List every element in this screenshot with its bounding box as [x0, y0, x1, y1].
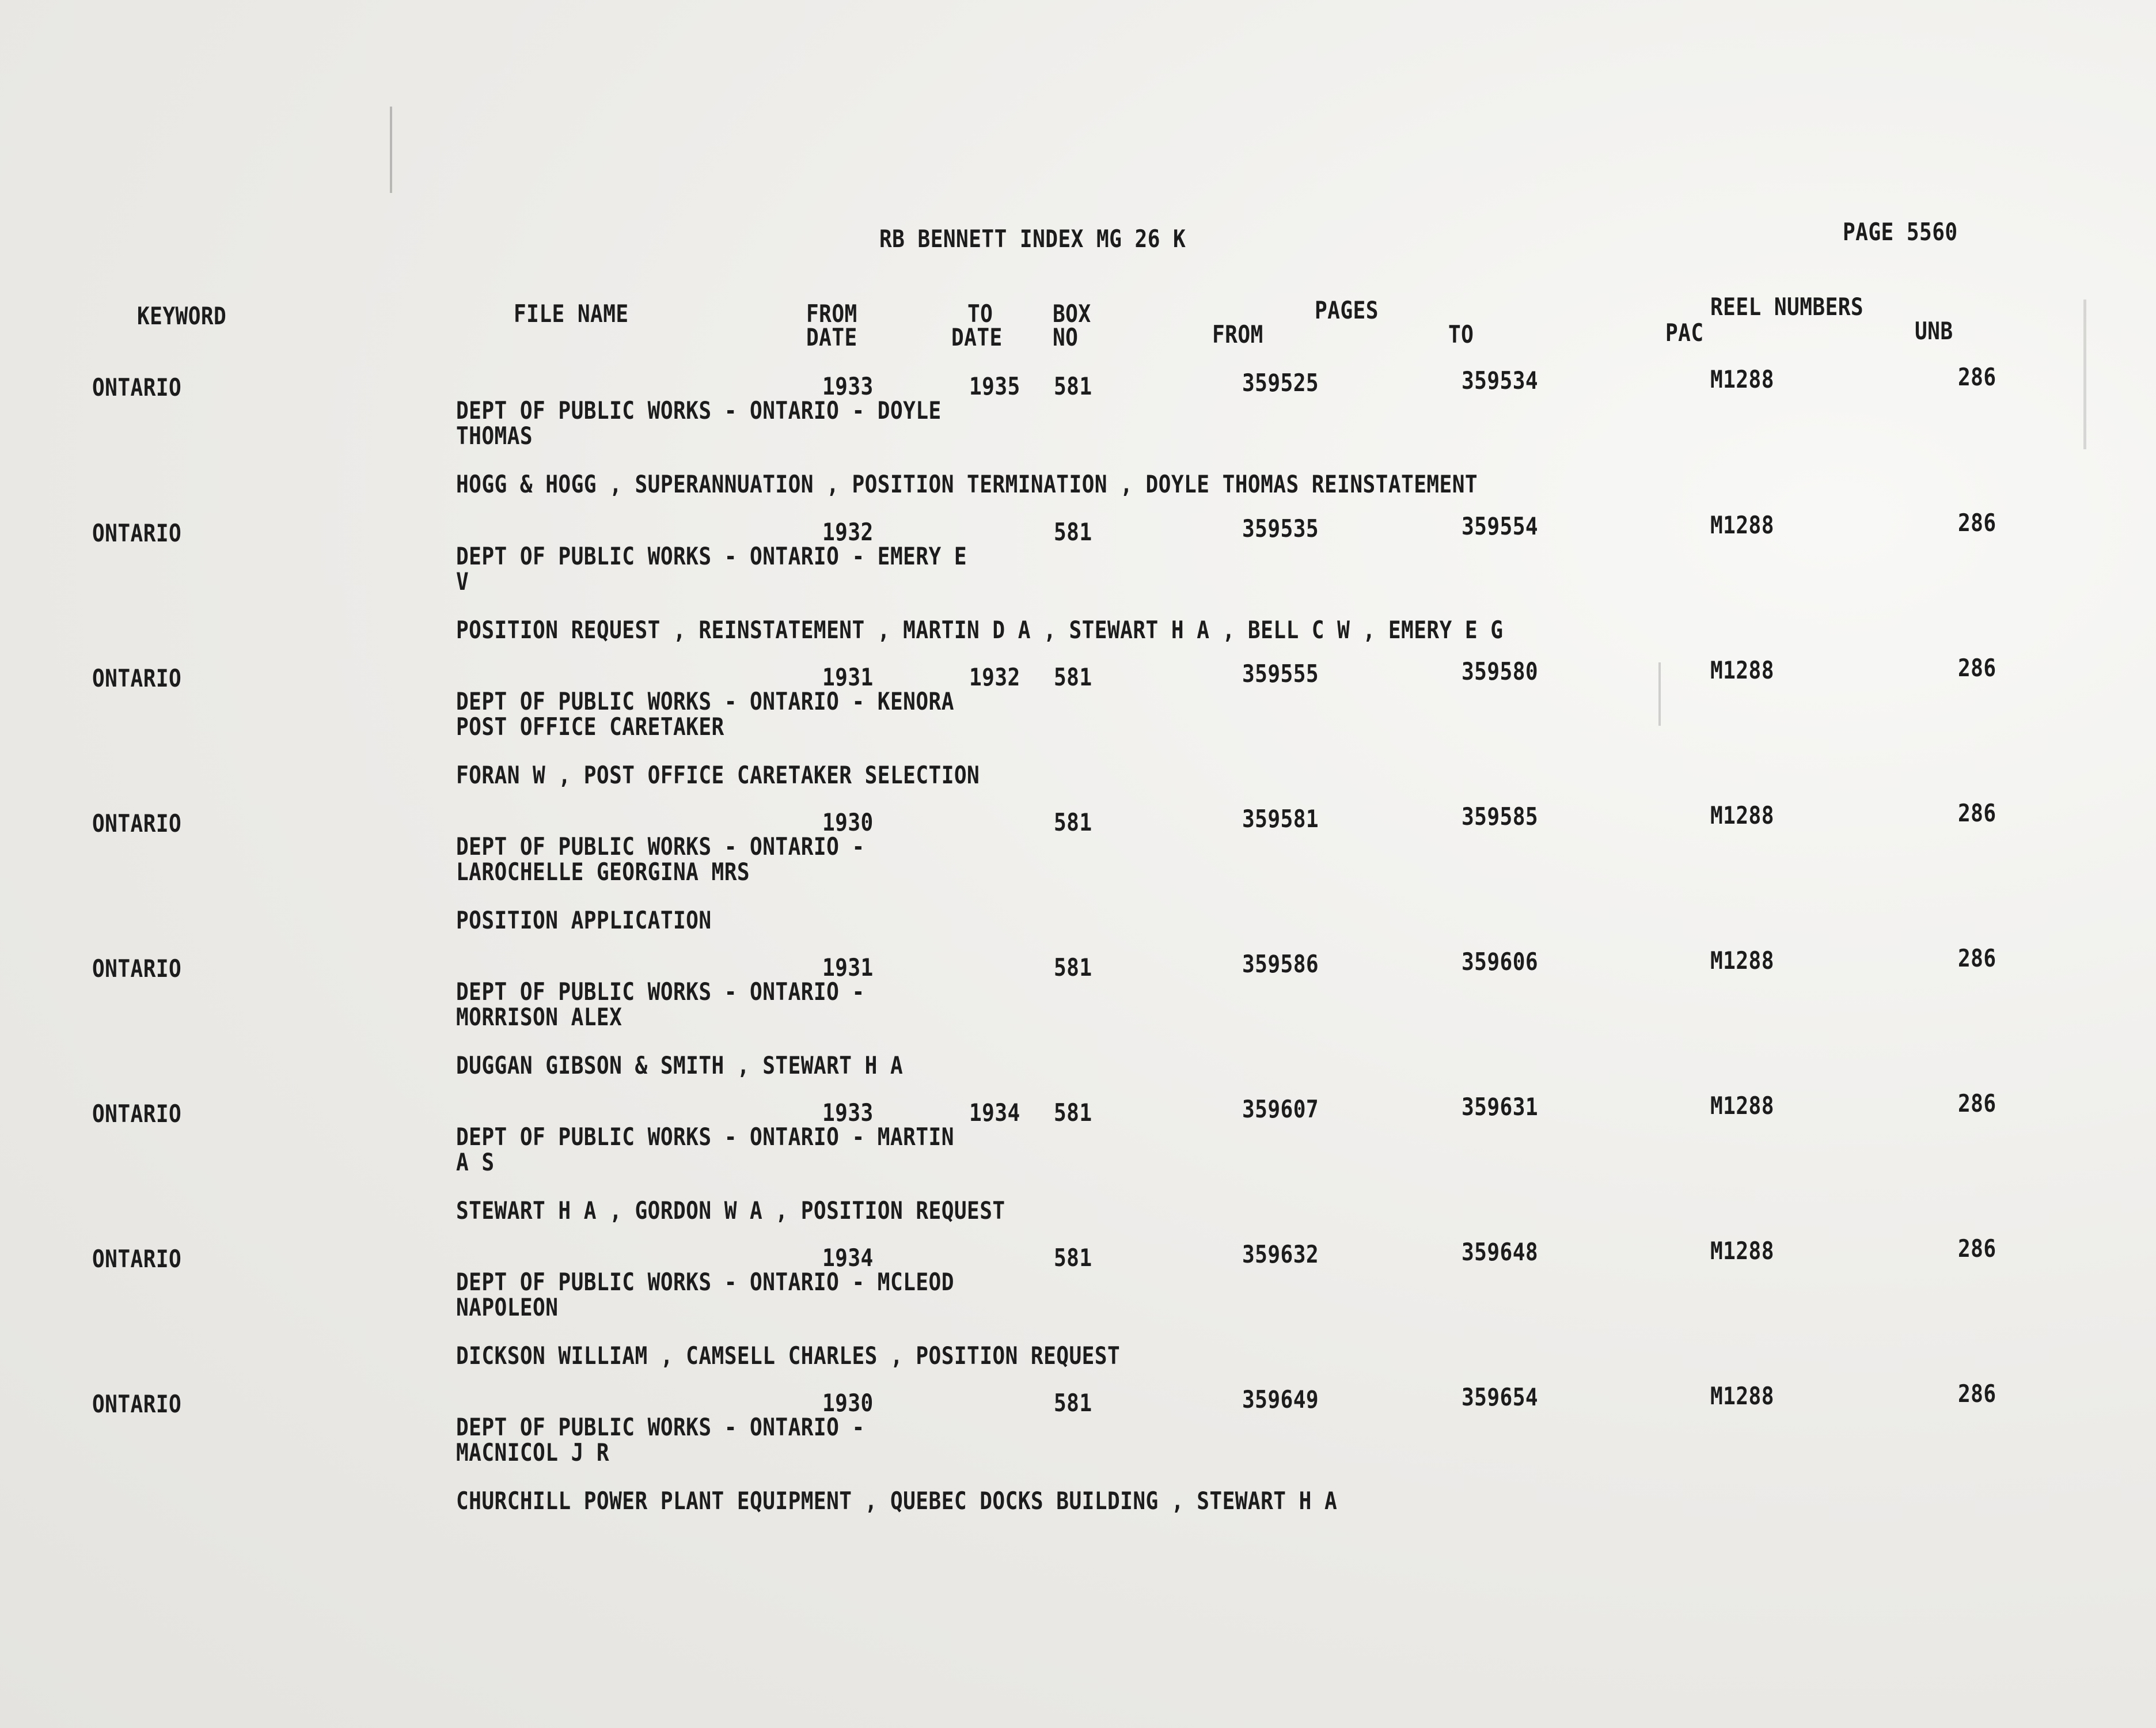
entry-page-to: 359648 — [1462, 1238, 1539, 1266]
entry-box: 581 — [1054, 663, 1092, 691]
entry-pac: M1288 — [1710, 511, 1774, 539]
entry-page-to: 359654 — [1462, 1383, 1539, 1411]
entry-page-to: 359580 — [1462, 657, 1539, 685]
entry-file-name-line2: MACNICOL J R — [456, 1438, 610, 1466]
entry-file-name-line2: POST OFFICE CARETAKER — [456, 713, 724, 741]
entry-box: 581 — [1054, 1098, 1092, 1127]
entry-file-name-line1: DEPT OF PUBLIC WORKS - ONTARIO - — [456, 1413, 865, 1441]
entry-to-date: 1935 — [969, 372, 1020, 400]
entry-page-to: 359606 — [1462, 948, 1539, 976]
entry-unb: 286 — [1958, 944, 1996, 972]
col-pages-from: FROM — [1212, 320, 1263, 348]
entry-from-date: 1933 — [822, 372, 874, 400]
entry-keyword: ONTARIO — [92, 1245, 182, 1273]
entry-box: 581 — [1054, 808, 1092, 836]
entry-file-name-line2: THOMAS — [456, 422, 533, 450]
entry-page-from: 359535 — [1242, 514, 1319, 543]
entry-page-from: 359632 — [1242, 1240, 1319, 1268]
entry-page-from: 359607 — [1242, 1095, 1319, 1123]
entry-unb: 286 — [1958, 654, 1996, 682]
entry-pac: M1288 — [1710, 656, 1774, 684]
entry-page-from: 359581 — [1242, 805, 1319, 833]
entry-file-name-line1: DEPT OF PUBLIC WORKS - ONTARIO - DOYLE — [456, 396, 942, 425]
entry-keyword: ONTARIO — [92, 519, 182, 547]
entry-page-to: 359631 — [1462, 1093, 1539, 1121]
entry-subjects: FORAN W , POST OFFICE CARETAKER SELECTION — [456, 761, 980, 789]
entry-unb: 286 — [1958, 1089, 1996, 1117]
entry-file-name-line1: DEPT OF PUBLIC WORKS - ONTARIO - — [456, 977, 865, 1006]
entry-keyword: ONTARIO — [92, 664, 182, 692]
col-from-date-line1: FROM — [806, 300, 857, 328]
entry-keyword: ONTARIO — [92, 954, 182, 983]
entry-unb: 286 — [1958, 1234, 1996, 1263]
entry-page-to: 359534 — [1462, 366, 1539, 395]
entry-unb: 286 — [1958, 509, 1996, 537]
entry-file-name-line2: LAROCHELLE GEORGINA MRS — [456, 858, 750, 886]
entry-page-from: 359525 — [1242, 369, 1319, 397]
entry-pac: M1288 — [1710, 1382, 1774, 1410]
entry-subjects: DUGGAN GIBSON & SMITH , STEWART H A — [456, 1051, 904, 1079]
entry-box: 581 — [1054, 1389, 1092, 1417]
entry-from-date: 1931 — [822, 953, 874, 982]
entry-file-name-line2: NAPOLEON — [456, 1293, 559, 1321]
entry-subjects: CHURCHILL POWER PLANT EQUIPMENT , QUEBEC DOCKS BUILDING , STEWART H A — [456, 1487, 1338, 1515]
entry-box: 581 — [1054, 953, 1092, 982]
col-unb: UNB — [1915, 317, 1953, 345]
entry-file-name-line1: DEPT OF PUBLIC WORKS - ONTARIO - KENORA — [456, 687, 954, 715]
entry-from-date: 1933 — [822, 1098, 874, 1127]
entry-subjects: POSITION REQUEST , REINSTATEMENT , MARTIN D A , STEWART H A , BELL C W , EMERY E G — [456, 616, 1504, 644]
col-keyword: KEYWORD — [137, 302, 227, 330]
entry-pac: M1288 — [1710, 946, 1774, 975]
entry-page-from: 359586 — [1242, 950, 1319, 978]
entry-subjects: HOGG & HOGG , SUPERANNUATION , POSITION TERMINATION , DOYLE THOMAS REINSTATEMENT — [456, 470, 1478, 498]
entry-file-name-line1: DEPT OF PUBLIC WORKS - ONTARIO - MCLEOD — [456, 1268, 954, 1296]
col-file-name: FILE NAME — [514, 300, 629, 328]
entry-subjects: STEWART H A , GORDON W A , POSITION REQUEST — [456, 1196, 1005, 1225]
entry-page-to: 359554 — [1462, 512, 1539, 540]
col-to-date-line2: DATE — [951, 323, 1003, 351]
col-box-line1: BOX — [1053, 300, 1091, 328]
scan-artifact-line — [1658, 662, 1661, 726]
entry-file-name-line1: DEPT OF PUBLIC WORKS - ONTARIO - MARTIN — [456, 1123, 954, 1151]
entry-keyword: ONTARIO — [92, 1100, 182, 1128]
entry-unb: 286 — [1958, 363, 1996, 391]
entry-from-date: 1930 — [822, 808, 874, 836]
scan-artifact-line — [2083, 300, 2086, 449]
entry-subjects: POSITION APPLICATION — [456, 906, 712, 934]
entry-file-name-line2: MORRISON ALEX — [456, 1003, 622, 1031]
entry-page-from: 359649 — [1242, 1385, 1319, 1414]
document-title: RB BENNETT INDEX MG 26 K — [879, 225, 1186, 253]
col-from-date-line2: DATE — [806, 323, 857, 351]
entry-box: 581 — [1054, 1244, 1092, 1272]
entry-from-date: 1932 — [822, 518, 874, 546]
entry-file-name-line2: A S — [456, 1148, 495, 1176]
entry-box: 581 — [1054, 372, 1092, 400]
entry-from-date: 1931 — [822, 663, 874, 691]
entry-to-date: 1932 — [969, 663, 1020, 691]
entry-keyword: ONTARIO — [92, 373, 182, 401]
entry-keyword: ONTARIO — [92, 809, 182, 838]
col-box-line2: NO — [1053, 323, 1079, 351]
entry-keyword: ONTARIO — [92, 1390, 182, 1418]
entry-pac: M1288 — [1710, 1092, 1774, 1120]
entry-page-to: 359585 — [1462, 802, 1539, 831]
entry-file-name-line2: V — [456, 567, 469, 596]
page-number: PAGE 5560 — [1843, 218, 1958, 246]
entry-pac: M1288 — [1710, 801, 1774, 829]
col-to-date-line1: TO — [967, 300, 993, 328]
entry-pac: M1288 — [1710, 365, 1774, 393]
entry-page-from: 359555 — [1242, 660, 1319, 688]
col-pages: PAGES — [1315, 296, 1379, 324]
col-reel-numbers: REEL NUMBERS — [1710, 293, 1864, 321]
entry-box: 581 — [1054, 518, 1092, 546]
entry-to-date: 1934 — [969, 1098, 1020, 1127]
entry-file-name-line1: DEPT OF PUBLIC WORKS - ONTARIO - EMERY E — [456, 542, 967, 570]
entry-subjects: DICKSON WILLIAM , CAMSELL CHARLES , POSITION REQUEST — [456, 1342, 1121, 1370]
entry-pac: M1288 — [1710, 1237, 1774, 1265]
entry-unb: 286 — [1958, 799, 1996, 827]
entry-from-date: 1930 — [822, 1389, 874, 1417]
entry-unb: 286 — [1958, 1380, 1996, 1408]
col-pages-to: TO — [1448, 320, 1474, 348]
col-pac: PAC — [1665, 319, 1704, 347]
entry-file-name-line1: DEPT OF PUBLIC WORKS - ONTARIO - — [456, 832, 865, 861]
entry-from-date: 1934 — [822, 1244, 874, 1272]
